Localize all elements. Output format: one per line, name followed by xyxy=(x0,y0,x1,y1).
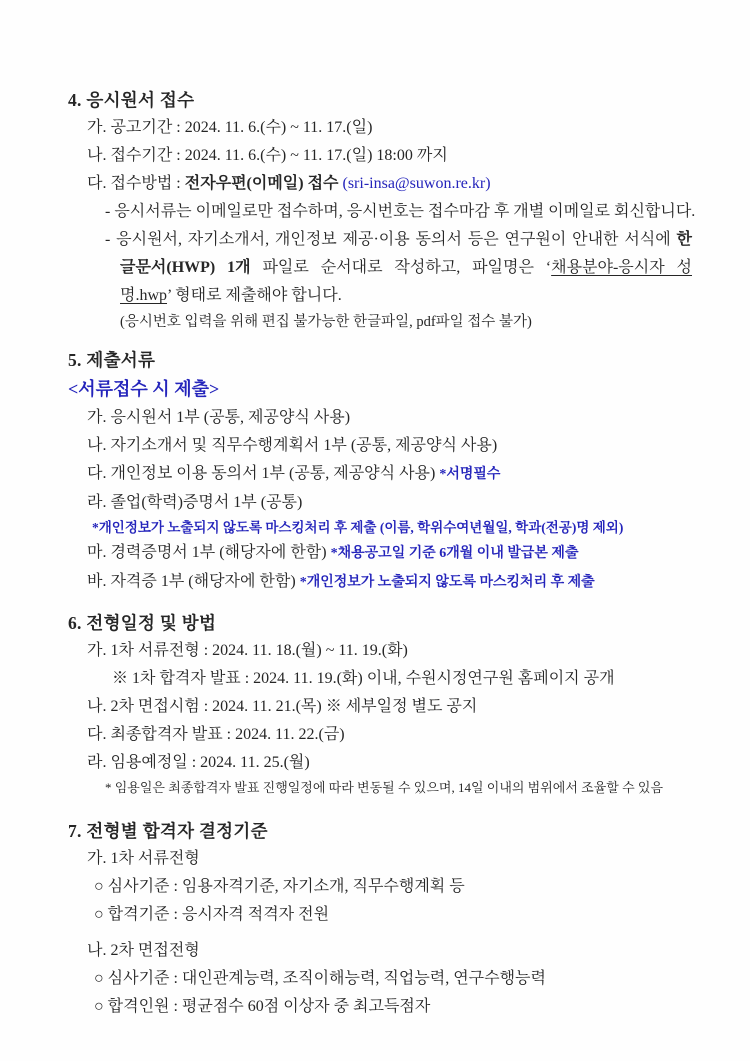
note-hwp-file-line2 xyxy=(68,254,692,282)
section-schedule xyxy=(68,609,692,799)
license-masking-note: *개인정보가 노출되지 않도록 마스킹처리 후 제출 xyxy=(299,575,595,590)
item-appointment-date: 라. 임용예정일 : 2024. 11. 25.(월) xyxy=(87,754,310,771)
section-application-submission xyxy=(68,86,696,334)
signature-required-note: *서명필수 xyxy=(439,467,501,482)
section-required-documents xyxy=(68,346,692,597)
note-email-only: - 응시서류는 이메일로만 접수하며, 응시번호는 접수마감 후 개별 이메일로 회신합니다. xyxy=(105,203,696,220)
criteria-review-1: ○ 심사기준 : 임용자격기준, 자기소개, 직무수행계획 등 xyxy=(94,878,465,895)
item-cover-letter: 나. 자기소개서 및 직무수행계획서 1부 (공통, 제공양식 사용) xyxy=(87,437,498,454)
item-submission-period: 나. 접수기간 : 2024. 11. 6.(수) ~ 11. 17.(일) 18:00 까지 xyxy=(87,147,448,164)
criteria-headcount: ○ 합격인원 : 평균점수 60점 이상자 중 최고득점자 xyxy=(94,998,431,1015)
section6-heading: 6. 전형일정 및 방법 xyxy=(68,613,217,633)
filename-format-ext: 명.hwp xyxy=(120,287,168,304)
submission-method-value: 전자우편(이메일) 접수 xyxy=(184,175,339,192)
subheading-submit-at-application: <서류접수 시 제출> xyxy=(68,379,220,399)
item-announcement-period: 가. 공고기간 : 2024. 11. 6.(수) ~ 11. 17.(일) xyxy=(87,119,373,136)
item-privacy-consent xyxy=(68,460,692,489)
item-license xyxy=(68,568,692,597)
item-interview: 나. 2차 면접시험 : 2024. 11. 21.(목) ※ 세부일정 별도 공지 xyxy=(87,698,478,715)
section4-heading: 4. 응시원서 접수 xyxy=(68,90,195,110)
item-doc-screening: 가. 1차 서류전형 : 2024. 11. 18.(월) ~ 11. 19.(화) xyxy=(87,642,408,659)
career-issue-note: *채용공고일 기준 6개월 이내 발급본 제출 xyxy=(330,546,579,561)
note-hwp-file-line1 xyxy=(68,226,692,254)
note-hwp-file-line3 xyxy=(68,282,692,310)
item-application-form: 가. 응시원서 1부 (공통, 제공양식 사용) xyxy=(87,409,351,426)
filename-format: 채용분야-응시자 성 xyxy=(551,259,692,276)
note-hwp-bold: 한 xyxy=(676,231,692,248)
license-text: 바. 자격증 1부 (해당자에 한함) xyxy=(87,573,300,590)
note-hwp-text2: 파일로 순서대로 작성하고, 파일명은 ‘ xyxy=(250,259,552,276)
item-submission-method xyxy=(68,170,692,198)
email-address: (sri-insa@suwon.re.kr) xyxy=(338,175,491,192)
note-no-pdf: (응시번호 입력을 위해 편집 불가능한 한글파일, pdf파일 접수 불가) xyxy=(120,314,532,330)
privacy-consent-text: 다. 개인정보 이용 동의서 1부 (공통, 제공양식 사용) xyxy=(87,465,440,482)
section5-heading: 5. 제출서류 xyxy=(68,350,156,370)
criteria-review-2: ○ 심사기준 : 대인관계능력, 조직이해능력, 직업능력, 연구수행능력 xyxy=(94,970,546,987)
appointment-note: * 임용일은 최종합격자 발표 진행일정에 따라 변동될 수 있으며, 14일 이내의 범위에서 조율할 수 있음 xyxy=(105,780,664,795)
note-first-pass-announce: ※ 1차 합격자 발표 : 2024. 11. 19.(화) 이내, 수원시정연구원 홈페이지 공개 xyxy=(112,670,615,687)
sub-interview: 나. 2차 면접전형 xyxy=(87,942,200,959)
item-career-certificate xyxy=(68,539,692,568)
criteria-pass-1: ○ 합격기준 : 응시자격 적격자 전원 xyxy=(94,906,330,923)
career-certificate-text: 마. 경력증명서 1부 (해당자에 한함) xyxy=(87,544,331,561)
masking-note: *개인정보가 노출되지 않도록 마스킹처리 후 제출 (이름, 학위수여년월일, 학과(전공)명 제외) xyxy=(92,520,624,535)
document-content xyxy=(68,86,696,1021)
note-hwp-text: - 응시원서, 자기소개서, 개인정보 제공·이용 동의서 등은 연구원이 안내한 서식에 xyxy=(105,231,677,248)
note-hwp-text3: ’ 형태로 제출해야 합니다. xyxy=(167,287,342,304)
item-final-announce: 다. 최종합격자 발표 : 2024. 11. 22.(금) xyxy=(87,726,345,743)
section-criteria xyxy=(68,817,692,1021)
section7-heading: 7. 전형별 합격자 결정기준 xyxy=(68,821,268,841)
item-graduation-certificate: 라. 졸업(학력)증명서 1부 (공통) xyxy=(87,494,303,511)
sub-doc-screening: 가. 1차 서류전형 xyxy=(87,850,200,867)
note-hwp-bold2: 글문서(HWP) 1개 xyxy=(120,259,251,276)
submission-method-label: 다. 접수방법 : xyxy=(87,175,185,192)
